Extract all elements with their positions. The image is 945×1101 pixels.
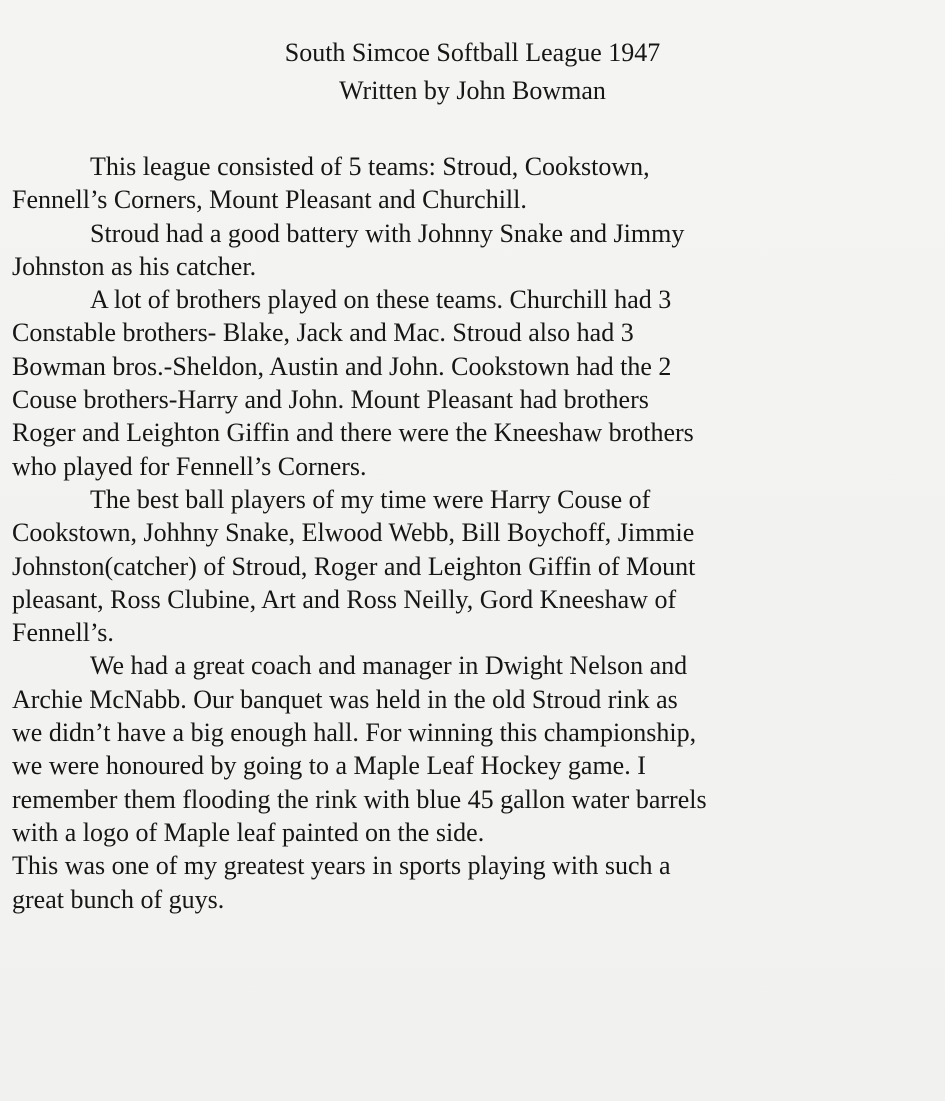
text-line: we didn’t have a big enough hall. For winning this championship, — [12, 718, 697, 748]
text-line: with a logo of Maple leaf painted on the side. — [12, 817, 485, 847]
text-line: Johnston as his catcher. — [12, 251, 257, 281]
text-line: Roger and Leighton Giffin and there were the Kneeshaw brothers — [12, 418, 694, 448]
text-line: we were honoured by going to a Maple Leaf Hockey game. I — [12, 751, 646, 781]
text-line: The best ball players of my time were Harry Couse of — [90, 484, 651, 514]
paragraph-closing — [12, 849, 937, 916]
text-line: who played for Fennell’s Corners. — [12, 451, 367, 481]
text-line: Bowman bros.-Sheldon, Austin and John. Cookstown had the 2 — [12, 351, 672, 381]
paragraph-best-players — [12, 483, 937, 649]
paragraph-teams — [12, 150, 937, 217]
text-line: Cookstown, Johhny Snake, Elwood Webb, Bill Boychoff, Jimmie — [12, 518, 695, 548]
text-line: Couse brothers-Harry and John. Mount Pleasant had brothers — [12, 385, 649, 415]
text-line: great bunch of guys. — [12, 884, 225, 914]
document-byline: Written by John Bowman — [339, 76, 606, 105]
text-line: This was one of my greatest years in sports playing with such a — [12, 851, 671, 881]
text-line: Constable brothers- Blake, Jack and Mac. Stroud also had 3 — [12, 318, 634, 348]
text-line: This league consisted of 5 teams: Stroud, Cookstown, — [90, 152, 650, 181]
text-line: A lot of brothers played on these teams. Churchill had 3 — [90, 285, 672, 315]
text-line: Archie McNabb. Our banquet was held in the old Stroud rink as — [12, 684, 678, 714]
paragraph-battery — [12, 217, 937, 284]
paragraph-brothers — [12, 283, 937, 483]
text-line: pleasant, Ross Clubine, Art and Ross Neilly, Gord Kneeshaw of — [12, 584, 677, 614]
text-line: Fennell’s Corners, Mount Pleasant and Churchill. — [12, 185, 527, 215]
document-header — [0, 34, 945, 110]
text-line: Stroud had a good battery with Johnny Snake and Jimmy — [90, 218, 685, 248]
text-line: We had a great coach and manager in Dwight Nelson and — [90, 651, 688, 681]
text-line: Johnston(catcher) of Stroud, Roger and Leighton Giffin of Mount — [12, 551, 696, 581]
text-line: remember them flooding the rink with blue 45 gallon water barrels — [12, 784, 707, 814]
text-line: Fennell’s. — [12, 618, 114, 648]
document-title: South Simcoe Softball League 1947 — [284, 38, 661, 67]
paragraph-coach-banquet — [12, 649, 937, 849]
document-body — [12, 150, 937, 916]
